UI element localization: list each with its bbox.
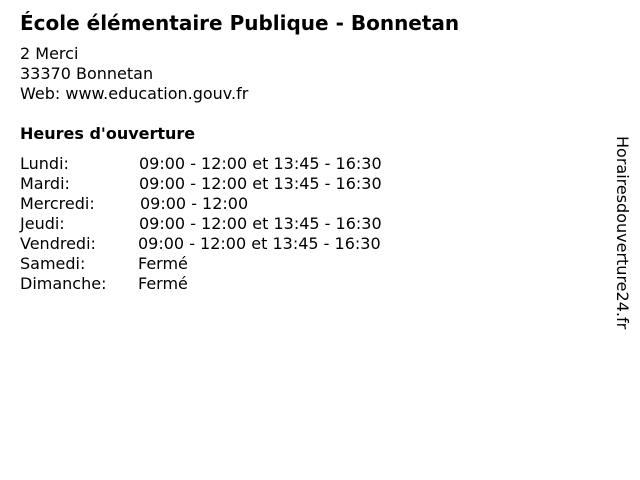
- day-label: Dimanche:: [20, 274, 107, 293]
- page-title: École élémentaire Publique - Bonnetan: [20, 11, 460, 35]
- time-value: 09:00 - 12:00: [140, 194, 249, 213]
- day-label: Mercredi:: [20, 194, 95, 213]
- day-label: Mardi:: [20, 174, 70, 193]
- time-value: Fermé: [138, 274, 188, 293]
- day-label: Vendredi:: [20, 234, 96, 253]
- time-value: 09:00 - 12:00 et 13:45 - 16:30: [139, 214, 382, 233]
- opening-hours-heading: Heures d'ouverture: [20, 124, 196, 143]
- time-value: 09:00 - 12:00 et 13:45 - 16:30: [139, 154, 382, 173]
- day-label: Samedi:: [20, 254, 86, 273]
- day-label: Lundi:: [20, 154, 69, 173]
- time-value: Fermé: [138, 254, 188, 273]
- website-link[interactable]: Web: www.education.gouv.fr: [20, 84, 249, 103]
- time-value: 09:00 - 12:00 et 13:45 - 16:30: [138, 234, 381, 253]
- address-city: 33370 Bonnetan: [20, 64, 154, 83]
- day-label: Jeudi:: [20, 214, 65, 233]
- site-watermark: Horairesdouverture24.fr: [613, 136, 632, 330]
- address-block: [20, 44, 248, 104]
- address-street: 2 Merci: [20, 44, 79, 63]
- time-value: 09:00 - 12:00 et 13:45 - 16:30: [139, 174, 382, 193]
